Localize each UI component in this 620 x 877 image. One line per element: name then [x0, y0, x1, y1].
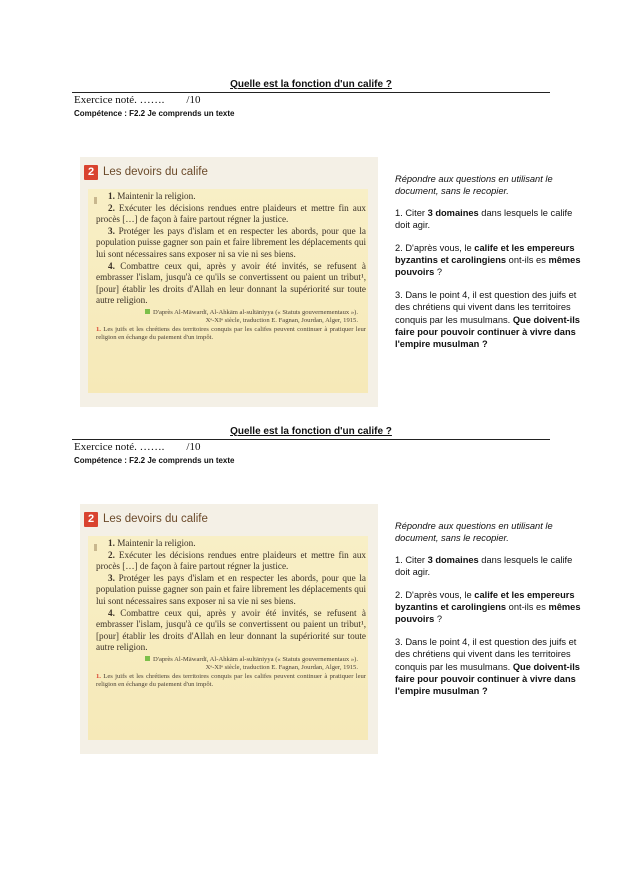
text-item-2: 2. Exécuter les décisions rendues entre plaideurs et mettre fin aux procès […] de façon à faire partout régner la justice.	[96, 202, 367, 225]
document-heading: Les devoirs du calife	[103, 513, 208, 525]
text-item-3: 3. Protéger les pays d'islam et en respecter les abords, pour que la population puisse gagner son pain et faire librement les déplacements qui lui sont nécessaires sans exposer ni sa vie ni ses biens.	[96, 225, 366, 259]
text-item-4: 4. Combattre ceux qui, après y avoir été invités, se refusent à embrasser l'islam, jusqu'à ce qu'ils se convertissent ou paient un tribut¹, [pour] établir les droits d'Allah en leur donnant la supériorité sur toute autre religion.	[96, 260, 367, 306]
question-2: 2. D'après vous, le calife et les empereurs byzantins et carolingiens ont-ils es mêmes pouvoirs ?	[395, 242, 581, 278]
text-item-2: 2. Exécuter les décisions rendues entre plaideurs et mettre fin aux procès […] de façon à faire partout régner la justice.	[96, 549, 367, 572]
document-source: D'après Al-Māwardī, Al-Ahkām al-sultāniyya (« Statuts gouvernementaux »). Xᵉ-XIᵉ siècle, traduction E. Fagnan, Jourdan, Alger, 1915.	[96, 309, 366, 325]
questions	[395, 173, 585, 361]
title-rule	[72, 92, 550, 93]
questions-intro: Répondre aux questions en utilisant le document, sans le recopier.	[395, 174, 553, 197]
source-square-icon	[145, 309, 150, 314]
textbook-document	[80, 504, 378, 754]
document-number: 2	[84, 512, 98, 527]
document-heading: Les devoirs du calife	[103, 166, 208, 178]
score: /10	[186, 94, 201, 106]
exercise-line	[74, 94, 200, 106]
document-header	[84, 162, 208, 182]
text-item-3: 3. Protéger les pays d'islam et en respecter les abords, pour que la population puisse gagner son pain et faire librement les déplacements qui lui sont nécessaires sans exposer ni sa vie ni ses biens.	[96, 572, 366, 606]
document-header	[84, 509, 208, 529]
textbook-document	[80, 157, 378, 407]
footnote: 1. Les juifs et les chrétiens des territoires conquis par les califes peuvent continuer à pratiquer leur religion en échange du paiement d'un impôt.	[96, 672, 366, 688]
questions	[395, 520, 585, 708]
score: /10	[186, 441, 201, 453]
source-square-icon	[145, 656, 150, 661]
exercise-line	[74, 441, 200, 453]
question-1: 1. Citer 3 domaines dans lesquels le calife doit agir.	[395, 207, 573, 231]
document-text	[96, 538, 366, 689]
exercise-label: Exercice noté. …….	[74, 441, 165, 453]
worksheet-1	[0, 79, 620, 479]
title-rule	[72, 439, 550, 440]
text-item-4: 4. Combattre ceux qui, après y avoir été invités, se refusent à embrasser l'islam, jusqu'à ce qu'ils se convertissent ou paient un tribut¹, [pour] établir les droits d'Allah en leur donnant la supériorité sur toute autre religion.	[96, 607, 367, 653]
question-3: 3. Dans le point 4, il est question des juifs et des chrétiens qui vivent dans les territoires conquis par les musulmans. Que doivent-ils faire pour pouvoir continuer à vivre dans l'empire musulman ?	[395, 289, 580, 350]
question-3: 3. Dans le point 4, il est question des juifs et des chrétiens qui vivent dans les territoires conquis par les musulmans. Que doivent-ils faire pour pouvoir continuer à vivre dans l'empire musulman ?	[395, 636, 580, 697]
document-number: 2	[84, 165, 98, 180]
question-2: 2. D'après vous, le calife et les empereurs byzantins et carolingiens ont-ils es mêmes pouvoirs ?	[395, 589, 581, 625]
question-1: 1. Citer 3 domaines dans lesquels le calife doit agir.	[395, 554, 573, 578]
competence: Compétence : F2.2 Je comprends un texte	[74, 109, 235, 118]
competence: Compétence : F2.2 Je comprends un texte	[74, 456, 235, 465]
worksheet-title: Quelle est la fonction d'un calife ?	[230, 426, 392, 437]
document-source: D'après Al-Māwardī, Al-Ahkām al-sultāniyya (« Statuts gouvernementaux »). Xᵉ-XIᵉ siècle, traduction E. Fagnan, Jourdan, Alger, 1915.	[96, 656, 366, 672]
text-item-1: 1. Maintenir la religion.	[108, 191, 196, 201]
worksheet-2	[0, 426, 620, 826]
questions-intro: Répondre aux questions en utilisant le document, sans le recopier.	[395, 521, 553, 544]
exercise-label: Exercice noté. …….	[74, 94, 165, 106]
worksheet-title: Quelle est la fonction d'un calife ?	[230, 79, 392, 90]
text-item-1: 1. Maintenir la religion.	[108, 538, 196, 548]
document-text	[96, 191, 366, 342]
footnote: 1. Les juifs et les chrétiens des territoires conquis par les califes peuvent continuer à pratiquer leur religion en échange du paiement d'un impôt.	[96, 325, 366, 341]
